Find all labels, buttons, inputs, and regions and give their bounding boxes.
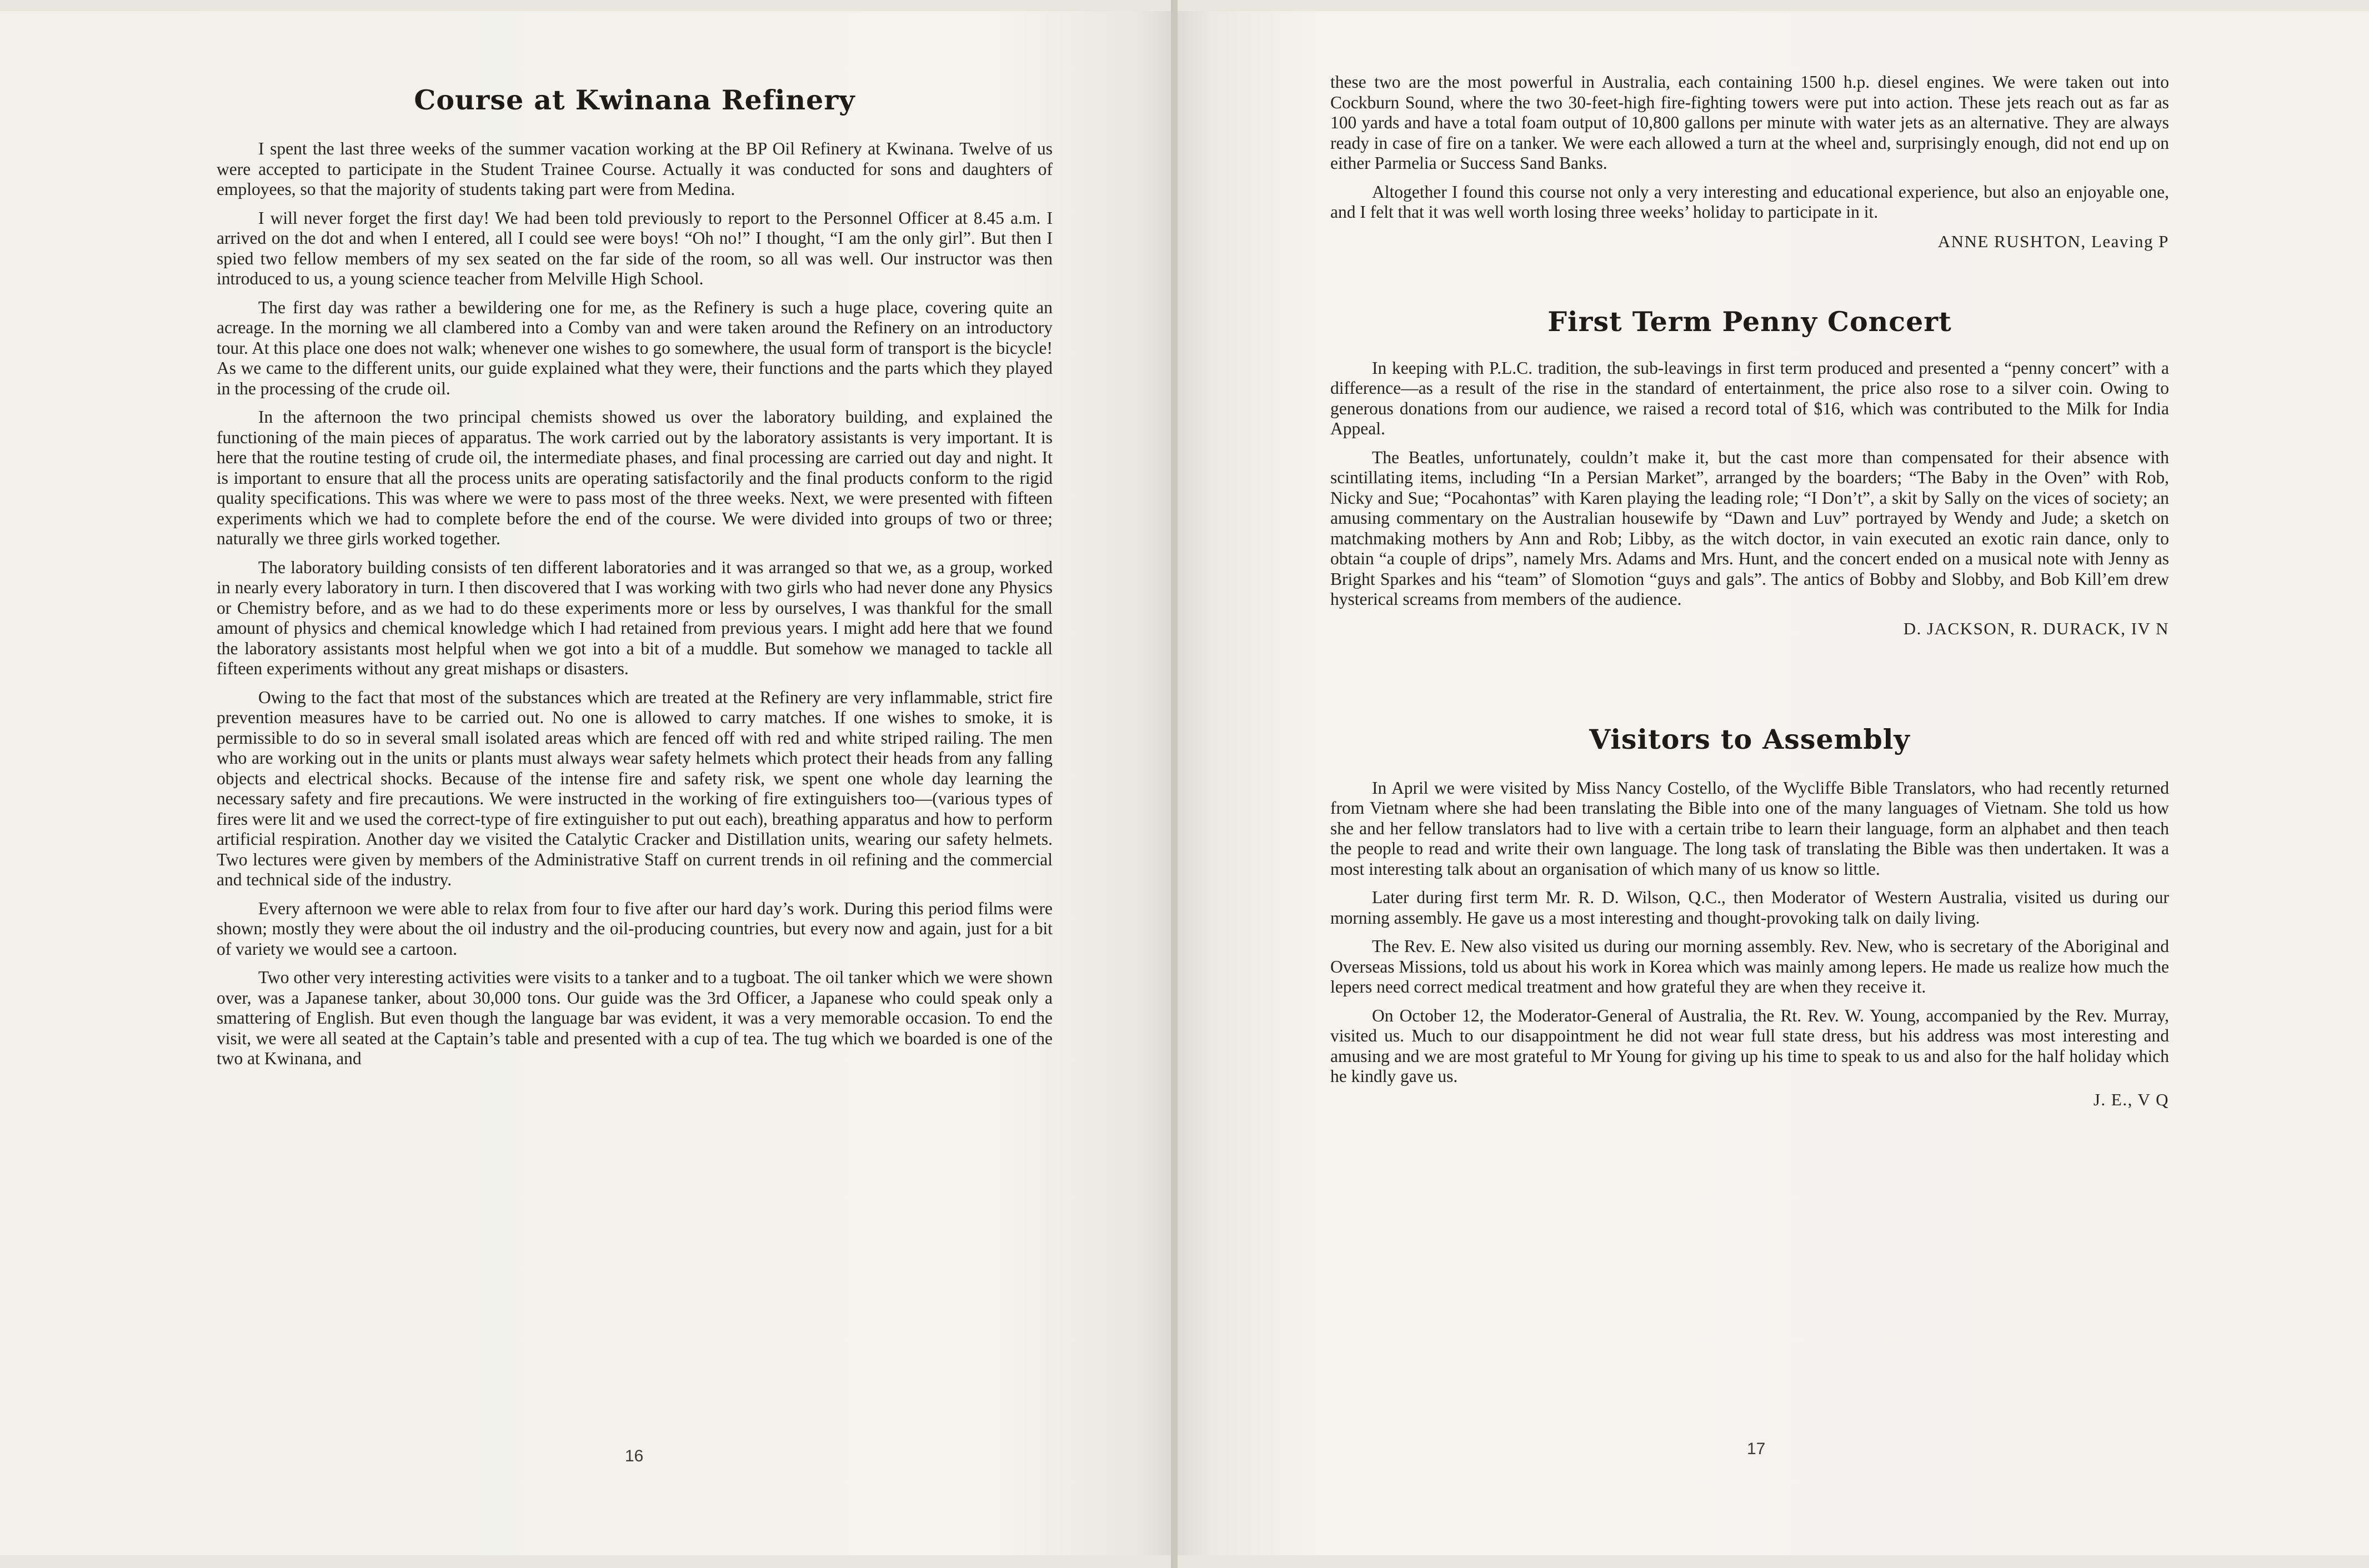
kwinana-article-continuation — [1330, 72, 2169, 252]
right-page-column — [1330, 72, 2169, 1110]
page-number-left: 16 — [625, 1447, 644, 1465]
paragraph: In April we were visited by Miss Nancy Costello, of the Wycliffe Bible Translators, who had recently returned from Vietnam where she had been translating the Bible into one of the many languages of Vietnam. She told us how she and her fellow translators had to live with a certain tribe to learn their language, form an alphabet and then teach the people to read and write their own language. The long task of translating the Bible was then undertaken. It was a most interesting talk about an organisation of which many of us know so little. — [1330, 778, 2169, 879]
author-signature-concert: D. JACKSON, R. DURACK, IV N — [1903, 618, 2169, 638]
paragraph: I will never forget the first day! We had been told previously to report to the Personnel Officer at 8.45 a.m. I arrived on the dot and when I entered, all I could see were boys! “Oh no!” I thought, “I am the only girl”. But then I spied two fellow members of my sex seated on the far side of the room, so all was well. Our instructor was then introduced to us, a young science teacher from Melville High School. — [217, 208, 1053, 288]
paragraph: The laboratory building consists of ten different laboratories and it was arranged so that we, as a group, worked in nearly every laboratory in turn. I then discovered that I was working with two girls who had never done any Physics or Chemistry before, and as we had to do these experiments more or less by ourselves, I was thankful for the small amount of physics and chemical knowledge which I had retained from previous years. I might add here that we found the laboratory assistants most helpful when we got into a bit of a muddle. But somehow we managed to tackle all fifteen experiments without any great mishaps or disasters. — [217, 557, 1053, 678]
paragraph: The Rev. E. New also visited us during our morning assembly. Rev. New, who is secretary of the Aboriginal and Overseas Missions, told us about his work in Korea which was mainly among lepers. He made us realize how much the lepers need correct medical treatment and how grateful they are when they receive it. — [1330, 936, 2169, 996]
kwinana-article-body — [217, 139, 1053, 1069]
paragraph: these two are the most powerful in Australia, each containing 1500 h.p. diesel engines. We were taken out into Cockburn Sound, where the two 30-feet-high fire-fighting towers were put into action. These jets reach out as far as 100 yards and have a total foam output of 10,800 gallons per minute with water jets as an alternative. They are always ready in case of fire on a tanker. We were each allowed a turn at the wheel and, surprisingly enough, did not end up on either Parmelia or Success Sand Banks. — [1330, 72, 2169, 173]
paragraph: On October 12, the Moderator-General of Australia, the Rt. Rev. W. Young, accompanied by the Rev. Murray, visited us. Much to our disappointment he did not wear full state dress, but his address was most interesting and amusing and we are most grateful to Mr Young for giving up his time to speak to us and also for the half holiday which he kindly gave us. — [1330, 1005, 2169, 1086]
page-number-right: 17 — [1747, 1440, 1766, 1458]
paragraph: Later during first term Mr. R. D. Wilson, Q.C., then Moderator of Western Australia, visited us during our morning assembly. He gave us a most interesting and thought-provoking talk on daily living. — [1330, 888, 2169, 928]
paragraph: Owing to the fact that most of the substances which are treated at the Refinery are very inflammable, strict fire prevention measures have to be carried out. No one is allowed to carry matches. If one wishes to smoke, it is permissible to do so in several small isolated areas which are fenced off with red and white striped railing. The men who are working out in the units or plants must always wear safety helmets which protect their heads from any falling objects and electrical shocks. Because of the intense fire and safety risk, we spent one whole day learning the necessary safety and fire precautions. We were instructed in the working of fire extinguishers too—(various types of fires were lit and we used the correct-type of fire extinguisher to put out each), breathing apparatus and how to perform artificial respiration. Another day we visited the Catalytic Cracker and Distillation units, wearing our safety helmets. Two lectures were given by members of the Administrative Staff on current trends in oil refining and the commercial and technical side of the industry. — [217, 687, 1053, 889]
article-title-visitors: Visitors to Assembly — [1589, 723, 1910, 755]
book-gutter — [1171, 0, 1178, 1568]
article-title-penny-concert: First Term Penny Concert — [1547, 305, 1952, 338]
visitors-body — [1330, 778, 2169, 1110]
paragraph: In keeping with P.L.C. tradition, the sub-leavings in first term produced and presented a “penny concert” with a difference—as a result of the rise in the standard of entertainment, the price also rose to a silver coin. Owing to generous donations from our audience, we raised a record total of $16, which was contributed to the Milk for India Appeal. — [1330, 358, 2169, 438]
paragraph: Every afternoon we were able to relax from four to five after our hard day’s work. During this period films were shown; mostly they were about the oil industry and the oil-producing countries, but every now and again, just for a bit of variety we would see a cartoon. — [217, 898, 1053, 959]
paragraph: Altogether I found this course not only a very interesting and educational experience, but also an enjoyable one, and I felt that it was well worth losing three weeks’ holiday to participate in it. — [1330, 182, 2169, 222]
paragraph: Two other very interesting activities were visits to a tanker and to a tugboat. The oil tanker which we were shown over, was a Japanese tanker, about 30,000 tons. Our guide was the 3rd Officer, a Japanese who could speak only a smattering of English. But even though the language bar was evident, it was a very memorable occasion. To end the visit, we were all seated at the Captain’s table and presented with a cup of tea. The tug which we boarded is one of the two at Kwinana, and — [217, 968, 1053, 1068]
paragraph: In the afternoon the two principal chemists showed us over the laboratory building, and explained the functioning of the main pieces of apparatus. The work carried out by the laboratory assistants is very important. It is here that the routine testing of crude oil, the intermediate phases, and final processing are carried out day and night. It is important to ensure that all the process units are operating satisfactorily and the final products conform to the rigid quality specifications. This was where we were to pass most of the three weeks. Next, we were presented with fifteen experiments which we had to complete before the end of the course. We were divided into groups of two or three; naturally we three girls worked together. — [217, 407, 1053, 548]
paragraph: I spent the last three weeks of the summer vacation working at the BP Oil Refinery at Kwinana. Twelve of us were accepted to participate in the Student Trainee Course. Actually it was conducted for sons and daughters of employees, so that the majority of students taking part were from Medina. — [217, 139, 1053, 199]
paragraph: The Beatles, unfortunately, couldn’t make it, but the cast more than compensated for their absence with scintillating items, including “In a Persian Market”, arranged by the boarders; “The Baby in the Oven” with Rob, Nicky and Sue; “Pocahontas” with Karen playing the leading role; “I Don’t”, a skit by Sally on the vices of society; an amusing commentary on the Australian housewife by “Dawn and Luv” portrayed by Wendy and Jude; a sketch on matchmaking mothers by Ann and Rob; Libby, as the witch doctor, in vain executed an exotic rain dance, only to obtain “a couple of drips”, namely Mrs. Adams and Mrs. Hunt, and the concert ended on a musical note with Jenny as Bright Sparkes and his “team” of Slomotion “guys and gals”. The antics of Bobby and Slobby, and Bob Kill’em drew hysterical screams from members of the audience. — [1330, 447, 2169, 609]
article-title-kwinana: Course at Kwinana Refinery — [414, 84, 855, 116]
left-page-column — [217, 83, 1053, 1078]
author-signature-visitors: J. E., V Q — [2093, 1089, 2169, 1109]
paragraph: The first day was rather a bewildering one for me, as the Refinery is such a huge place, covering quite an acreage. In the morning we all clambered into a Comby van and were taken around the Refinery on an introductory tour. At this place one does not walk; whenever one wishes to go somewhere, the usual form of transport is the bicycle! As we came to the different units, our guide explained what they were, their functions and the parts which they played in the processing of the crude oil. — [217, 297, 1053, 398]
author-signature-rushton: ANNE RUSHTON, Leaving P — [1937, 231, 2169, 251]
penny-concert-body — [1330, 358, 2169, 639]
